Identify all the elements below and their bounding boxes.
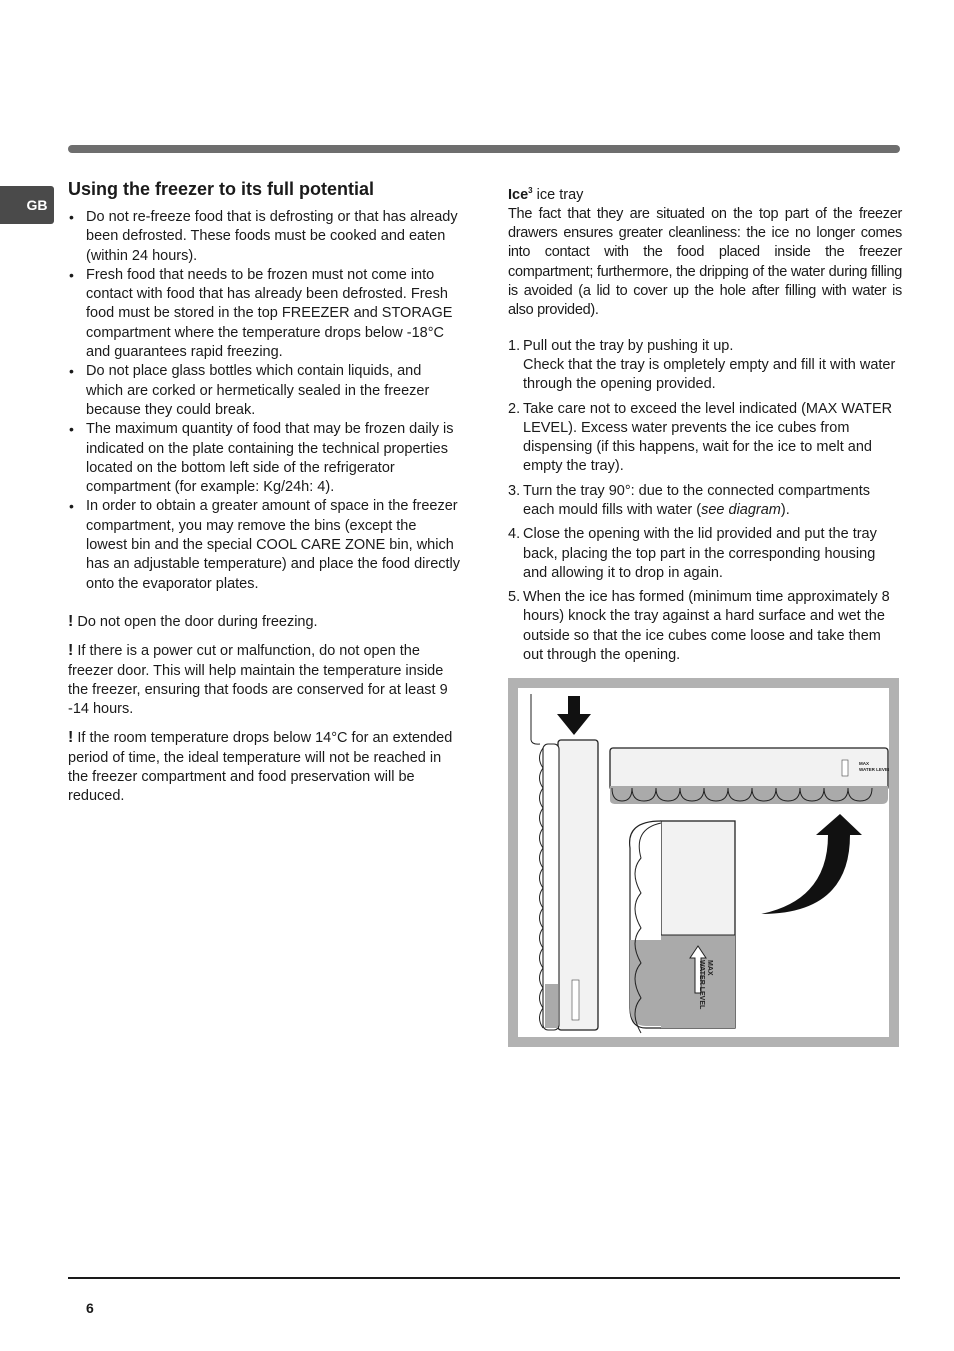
ice-tray-intro: The fact that they are situated on the top part of the freezer drawers ensures greater cleanliness: the ice no longer comes into contact with the food placed inside the freezer compartment; furthermore, the dripping of the water during filling is avoided (a lid to cover up the hole after filling with water is also provided). <box>508 205 902 319</box>
diagram-max-label: MAX <box>706 960 713 976</box>
rotate-arrow-icon <box>761 814 862 914</box>
step-number: 1. <box>508 337 521 354</box>
ice-tray-illustration <box>518 688 889 1037</box>
warning-text: If there is a power cut or malfunction, do not open the freezer door. This will help maintain the temperature inside the freezer, ensuring that foods are conserved for at least 9 -14 hours. <box>68 643 448 718</box>
warning-text: If the room temperature drops below 14°C for an extended period of time, the ideal temperature will not be reached in the freezer compartment and food preservation will be reduced. <box>68 730 453 805</box>
step-number: 2. <box>508 400 521 417</box>
warning-icon: ! <box>68 612 74 630</box>
step-text: When the ice has formed (minimum time approximately 8 hours) knock the tray against a hard surface and wet the outside so that the ice cubes come loose and take them out through the opening. <box>523 589 890 664</box>
step-text: Pull out the tray by pushing it up. <box>523 337 734 354</box>
step-item <box>508 482 902 521</box>
tilted-tray <box>630 821 735 1033</box>
ice-suffix: ice tray <box>532 186 584 203</box>
top-rule <box>68 145 900 153</box>
step-after: ). <box>780 501 790 518</box>
warning-note <box>68 728 460 806</box>
step-number: 4. <box>508 526 521 543</box>
step-item <box>508 525 902 583</box>
step-number: 5. <box>508 589 521 606</box>
ice-brand: Ice <box>508 186 529 203</box>
warning-note <box>68 612 460 632</box>
step-item <box>508 400 902 477</box>
warning-note <box>68 641 460 719</box>
bottom-rule <box>68 1277 900 1279</box>
ice-tray-steps <box>508 337 902 666</box>
ice-tray-heading <box>508 181 902 205</box>
step-text: Take care not to exceed the level indicated (MAX WATER LEVEL). Excess water prevents the ice cubes from dispensing (if this happens, wait for the ice to melt and empty the tray). <box>523 400 893 475</box>
step-item <box>508 337 902 395</box>
horizontal-tray <box>610 748 889 804</box>
warning-icon: ! <box>68 729 74 747</box>
diagram-water-level-label-small: WATER LEVEL <box>859 767 889 772</box>
list-item: • Do not place glass bottles which contain liquids, and which are corked or hermetically sealed in the freezer because they could break. <box>68 362 460 420</box>
language-tab: GB <box>0 186 54 224</box>
list-item: • Fresh food that needs to be frozen must not come into contact with food that has already been defrosted. Fresh food must be stored in the top FREEZER and STORAGE compartment where the temperature drops below -18°C and guarantees rapid freezing. <box>68 266 460 362</box>
diagram-water-level-label: WATER LEVEL <box>698 960 705 1010</box>
freezer-tips-list <box>68 208 460 594</box>
list-item: • The maximum quantity of food that may be frozen daily is indicated on the plate containing the technical properties located on the bottom left side of the refrigerator compartment (for example: Kg/24h: 4). <box>68 420 460 497</box>
list-item: • In order to obtain a greater amount of space in the freezer compartment, you may remove the bins (except the lowest bin and the special COOL CARE ZONE bin, which has an adjustable temperature) and place the food directly onto the evaporator plates. <box>68 497 460 593</box>
step-text: Turn the tray 90°: due to the connected compartments each mould fills with water ( <box>523 482 871 518</box>
ice-tray-diagram <box>508 678 899 1047</box>
warning-icon: ! <box>68 642 74 660</box>
step-text: Close the opening with the lid provided and put the tray back, placing the top part in the corresponding housing and allowing it to drop in again. <box>523 526 877 581</box>
step-number: 3. <box>508 482 521 499</box>
step-item <box>508 588 902 665</box>
left-column <box>68 178 460 807</box>
ice-superscript: 3 <box>528 186 533 195</box>
section-title: Using the freezer to its full potential <box>68 179 375 199</box>
warning-text: Do not open the door during freezing. <box>77 613 318 630</box>
diagram-canvas <box>518 688 889 1037</box>
vertical-tray <box>531 694 598 1030</box>
page-number: 6 <box>86 1300 94 1316</box>
right-column <box>508 181 902 670</box>
diagram-max-label-small: MAX <box>859 761 869 766</box>
step-extra: Check that the tray is ompletely empty and fill it with water through the opening provided. <box>523 356 896 393</box>
step-italic: see diagram <box>701 501 781 518</box>
list-item: • Do not re-freeze food that is defrosting or that has already been defrosted. These foods must be cooked and eaten (within 24 hours). <box>68 208 460 266</box>
down-arrow-icon <box>557 696 591 735</box>
